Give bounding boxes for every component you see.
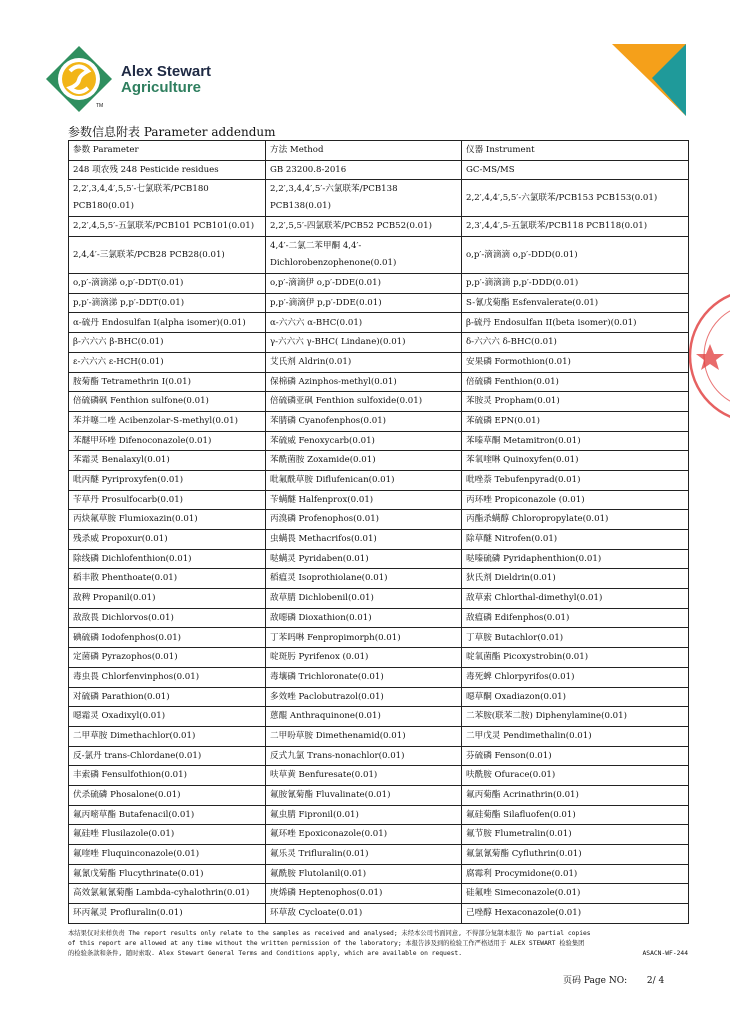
table-cell: 硅氟唑 Simeconazole(0.01) — [462, 884, 689, 904]
table-cell: 苯胺灵 Propham(0.01) — [462, 392, 689, 412]
table-row — [69, 549, 689, 569]
table-cell: 敌噁磷 Dioxathion(0.01) — [266, 608, 462, 628]
table-cell: 苯并噻二唑 Acibenzolar-S-methyl(0.01) — [69, 411, 266, 431]
table-cell: 对硫磷 Parathion(0.01) — [69, 687, 266, 707]
page-number-label: 页码 Page NO: — [563, 976, 628, 986]
table-row — [69, 490, 689, 510]
table-cell: 氟酰胺 Flutolanil(0.01) — [266, 864, 462, 884]
table-cell: 氟硅菊酯 Silafluofen(0.01) — [462, 805, 689, 825]
table-row — [69, 372, 689, 392]
table-header-cell: 仪器 Instrument — [462, 141, 689, 161]
table-cell: α-硫丹 Endosulfan I(alpha isomer)(0.01) — [69, 313, 266, 333]
table-row — [69, 217, 689, 237]
table-row — [69, 608, 689, 628]
table-row — [69, 451, 689, 471]
brand-line2: Agriculture — [121, 79, 202, 96]
table-cell: 丙炔氟草胺 Flumioxazin(0.01) — [69, 510, 266, 530]
table-cell: 丙环唑 Propiconazole (0.01) — [462, 490, 689, 510]
table-cell: 苯醚甲环唑 Difenoconazole(0.01) — [69, 431, 266, 451]
table-cell: o,p′-滴滴伊 o,p′-DDE(0.01) — [266, 274, 462, 294]
table-row — [69, 237, 689, 274]
table-cell: 苯氧喹啉 Quinoxyfen(0.01) — [462, 451, 689, 471]
table-cell: 氟虫腈 Fipronil(0.01) — [266, 805, 462, 825]
table-cell: 定菌磷 Pyrazophos(0.01) — [69, 648, 266, 668]
table-cell: 敌瘟磷 Edifenphos(0.01) — [462, 608, 689, 628]
table-cell: 倍硫磷砜 Fenthion sulfone(0.01) — [69, 392, 266, 412]
table-cell: δ-六六六 δ-BHC(0.01) — [462, 333, 689, 353]
table-cell: 环丙氟灵 Profluralin(0.01) — [69, 904, 266, 924]
disclaimer-line1: 本结果仅对来样负责 The report results only relate to the samples as received and analysed; 未经本公司书面同意, 不得部分复制本报告 No partial copies — [68, 930, 591, 937]
table-cell: 4,4′-二氯二苯甲酮 4,4′-Dichlorobenzophenone(0.01) — [266, 237, 462, 274]
table-row — [69, 470, 689, 490]
table-cell: β-硫丹 Endosulfan II(beta isomer)(0.01) — [462, 313, 689, 333]
table-row — [69, 180, 689, 217]
table-cell: 苄草丹 Prosulfocarb(0.01) — [69, 490, 266, 510]
table-cell: 2,4,4′-三氯联苯/PCB28 PCB28(0.01) — [69, 237, 266, 274]
table-cell: 2,2′,3,4,4′,5,5′-七氯联苯/PCB180 PCB180(0.01) — [69, 180, 266, 217]
table-cell: 2,2′,4,5,5′-五氯联苯/PCB101 PCB101(0.01) — [69, 217, 266, 237]
table-cell: 哒嗪硫磷 Pyridaphenthion(0.01) — [462, 549, 689, 569]
page-number-value: 2/ 4 — [646, 976, 665, 986]
table-cell: 啶氧菌酯 Picoxystrobin(0.01) — [462, 648, 689, 668]
table-cell: 反-氯丹 trans-Chlordane(0.01) — [69, 746, 266, 766]
table-cell: 氟氰戊菊酯 Flucythrinate(0.01) — [69, 864, 266, 884]
table-cell: 氟乐灵 Trifluralin(0.01) — [266, 845, 462, 865]
table-row — [69, 352, 689, 372]
table-cell: 248 项农残 248 Pesticide residues — [69, 160, 266, 180]
table-row — [69, 160, 689, 180]
table-cell: 保棉磷 Azinphos-methyl(0.01) — [266, 372, 462, 392]
page-title: 参数信息附表 Parameter addendum — [68, 125, 276, 139]
table-cell: 虫螨畏 Methacrifos(0.01) — [266, 530, 462, 550]
table-row — [69, 411, 689, 431]
table-cell: 氟硅唑 Flusilazole(0.01) — [69, 825, 266, 845]
table-cell: o,p′-滴滴滴 o,p′-DDD(0.01) — [462, 237, 689, 274]
table-cell: 苯霜灵 Benalaxyl(0.01) — [69, 451, 266, 471]
table-cell: 环草敌 Cycloate(0.01) — [266, 904, 462, 924]
table-row — [69, 274, 689, 294]
table-cell: 多效唑 Paclobutrazol(0.01) — [266, 687, 462, 707]
table-cell: 丙溴磷 Profenophos(0.01) — [266, 510, 462, 530]
table-cell: p,p′-滴滴涕 p,p′-DDT(0.01) — [69, 293, 266, 313]
table-cell: 庚烯磷 Heptenophos(0.01) — [266, 884, 462, 904]
disclaimer — [68, 929, 688, 959]
table-cell: p,p′-滴滴滴 p,p′-DDD(0.01) — [462, 274, 689, 294]
table-cell: 残杀威 Propoxur(0.01) — [69, 530, 266, 550]
table-cell: 苯嗪草酮 Metamitron(0.01) — [462, 431, 689, 451]
table-cell: 吡氟酰草胺 Diflufenican(0.01) — [266, 470, 462, 490]
table-cell: 2,3′,4,4′,5-五氯联苯/PCB118 PCB118(0.01) — [462, 217, 689, 237]
table-row — [69, 333, 689, 353]
table-cell: 苯腈磷 Cyanofenphos(0.01) — [266, 411, 462, 431]
table-cell: 氟喹唑 Fluquinconazole(0.01) — [69, 845, 266, 865]
disclaimer-line3: 的检验条款和条件, 随时索取. Alex Stewart General Terms and Conditions apply, which are available on request. — [68, 950, 463, 957]
table-row — [69, 687, 689, 707]
table-cell: 倍硫磷 Fenthion(0.01) — [462, 372, 689, 392]
table-cell: 呋草黄 Benfuresate(0.01) — [266, 766, 462, 786]
table-cell: 苄螨醚 Halfenprox(0.01) — [266, 490, 462, 510]
alex-stewart-logo-icon — [44, 44, 114, 114]
table-cell: p,p′-滴滴伊 p,p′-DDE(0.01) — [266, 293, 462, 313]
table-cell: 氟环唑 Epoxiconazole(0.01) — [266, 825, 462, 845]
table-cell: 二甲草胺 Dimethachlor(0.01) — [69, 726, 266, 746]
table-cell: 蒽醌 Anthraquinone(0.01) — [266, 707, 462, 727]
table-cell: α-六六六 α-BHC(0.01) — [266, 313, 462, 333]
brand-line1: Alex Stewart — [121, 63, 212, 80]
table-row — [69, 313, 689, 333]
table-row — [69, 805, 689, 825]
corner-triangle-icon — [612, 44, 686, 116]
table-cell: 吡丙醚 Pyriproxyfen(0.01) — [69, 470, 266, 490]
table-cell: 苯酰菌胺 Zoxamide(0.01) — [266, 451, 462, 471]
table-cell: S-氰戊菊酯 Esfenvalerate(0.01) — [462, 293, 689, 313]
brand-name — [121, 64, 211, 96]
table-cell: 氟胺氰菊酯 Fluvalinate(0.01) — [266, 785, 462, 805]
table-cell: 敌敌畏 Dichlorvos(0.01) — [69, 608, 266, 628]
table-row — [69, 589, 689, 609]
table-cell: 己唑醇 Hexaconazole(0.01) — [462, 904, 689, 924]
table-cell: 哒螨灵 Pyridaben(0.01) — [266, 549, 462, 569]
table-cell: 噁草酮 Oxadiazon(0.01) — [462, 687, 689, 707]
table-cell: 敌草索 Chlorthal-dimethyl(0.01) — [462, 589, 689, 609]
table-row — [69, 726, 689, 746]
table-cell: 二甲戊灵 Pendimethalin(0.01) — [462, 726, 689, 746]
table-cell: 吡唑萘 Tebufenpyrad(0.01) — [462, 470, 689, 490]
table-row — [69, 392, 689, 412]
trademark-mark: TM — [96, 103, 104, 109]
table-cell: 氟节胺 Flumetralin(0.01) — [462, 825, 689, 845]
table-cell: 氟丙菊酯 Acrinathrin(0.01) — [462, 785, 689, 805]
page-number — [563, 973, 664, 986]
table-cell: 2,2′,4,4′,5,5′-六氯联苯/PCB153 PCB153(0.01) — [462, 180, 689, 217]
testing-seal-icon — [684, 286, 730, 426]
table-cell: 碘硫磷 Iodofenphos(0.01) — [69, 628, 266, 648]
table-cell: γ-六六六 γ-BHC( Lindane)(0.01) — [266, 333, 462, 353]
table-row — [69, 293, 689, 313]
table-row — [69, 530, 689, 550]
table-cell: 丙酯杀螨醇 Chloropropylate(0.01) — [462, 510, 689, 530]
table-row — [69, 431, 689, 451]
table-cell: 稻丰散 Phenthoate(0.01) — [69, 569, 266, 589]
table-cell: 艾氏剂 Aldrin(0.01) — [266, 352, 462, 372]
table-cell: 伏杀硫磷 Phosalone(0.01) — [69, 785, 266, 805]
table-row — [69, 510, 689, 530]
table-cell: 二苯胺(联苯二胺) Diphenylamine(0.01) — [462, 707, 689, 727]
table-row — [69, 766, 689, 786]
table-cell: 狄氏剂 Dieldrin(0.01) — [462, 569, 689, 589]
table-cell: 氟丙嘧草酯 Butafenacil(0.01) — [69, 805, 266, 825]
table-cell: 毒壤磷 Trichloronate(0.01) — [266, 667, 462, 687]
table-cell: 毒死蜱 Chlorpyrifos(0.01) — [462, 667, 689, 687]
table-cell: 二甲吩草胺 Dimethenamid(0.01) — [266, 726, 462, 746]
table-row — [69, 628, 689, 648]
table-cell: 啶斑肟 Pyrifenox (0.01) — [266, 648, 462, 668]
table-cell: 毒虫畏 Chlorfenvinphos(0.01) — [69, 667, 266, 687]
table-cell: 苯硫磷 EPN(0.01) — [462, 411, 689, 431]
form-reference: ASACN-WF-244 — [642, 950, 688, 957]
table-cell: 胺菊酯 Tetramethrin I(0.01) — [69, 372, 266, 392]
table-header-cell: 方法 Method — [266, 141, 462, 161]
table-cell: GB 23200.8-2016 — [266, 160, 462, 180]
table-cell: o,p′-滴滴涕 o,p′-DDT(0.01) — [69, 274, 266, 294]
table-row — [69, 648, 689, 668]
table-row — [69, 845, 689, 865]
table-row — [69, 884, 689, 904]
table-row — [69, 707, 689, 727]
table-cell: 敌稗 Propanil(0.01) — [69, 589, 266, 609]
table-cell: 丰索磷 Fensulfothion(0.01) — [69, 766, 266, 786]
parameter-table — [68, 140, 689, 924]
table-cell: ε-六六六 ε-HCH(0.01) — [69, 352, 266, 372]
table-cell: 2,2′,3,4,4′,5′-六氯联苯/PCB138 PCB138(0.01) — [266, 180, 462, 217]
table-cell: 倍硫磷亚砜 Fenthion sulfoxide(0.01) — [266, 392, 462, 412]
table-cell: GC-MS/MS — [462, 160, 689, 180]
table-row — [69, 864, 689, 884]
table-row — [69, 785, 689, 805]
table-cell: 除草醚 Nitrofen(0.01) — [462, 530, 689, 550]
table-header-row — [69, 141, 689, 161]
table-cell: 稻瘟灵 Isoprothiolane(0.01) — [266, 569, 462, 589]
table-row — [69, 569, 689, 589]
table-cell: 丁苯吗啉 Fenpropimorph(0.01) — [266, 628, 462, 648]
table-cell: 安果磷 Formothion(0.01) — [462, 352, 689, 372]
table-row — [69, 825, 689, 845]
table-cell: 苯硫威 Fenoxycarb(0.01) — [266, 431, 462, 451]
table-cell: 2,2′,5,5′-四氯联苯/PCB52 PCB52(0.01) — [266, 217, 462, 237]
table-cell: 呋酰胺 Ofurace(0.01) — [462, 766, 689, 786]
table-row — [69, 667, 689, 687]
table-header-cell: 参数 Parameter — [69, 141, 266, 161]
table-cell: 丁草胺 Butachlor(0.01) — [462, 628, 689, 648]
table-cell: 腐霉利 Procymidone(0.01) — [462, 864, 689, 884]
disclaimer-line2: of this report are allowed at any time without the written permission of the laboratory; 本报告涉及到的检验工作严格适用于 ALEX STEWART 检验集团 — [68, 940, 585, 947]
table-row — [69, 746, 689, 766]
table-cell: 除线磷 Dichlofenthion(0.01) — [69, 549, 266, 569]
table-cell: 反式九氯 Trans-nonachlor(0.01) — [266, 746, 462, 766]
table-cell: 敌草腈 Dichlobenil(0.01) — [266, 589, 462, 609]
table-cell: 芬硫磷 Fenson(0.01) — [462, 746, 689, 766]
table-cell: β-六六六 β-BHC(0.01) — [69, 333, 266, 353]
table-cell: 高效氯氟氰菊酯 Lambda-cyhalothrin(0.01) — [69, 884, 266, 904]
table-cell: 氟氯氰菊酯 Cyfluthrin(0.01) — [462, 845, 689, 865]
table-row — [69, 904, 689, 924]
table-cell: 噁霜灵 Oxadixyl(0.01) — [69, 707, 266, 727]
